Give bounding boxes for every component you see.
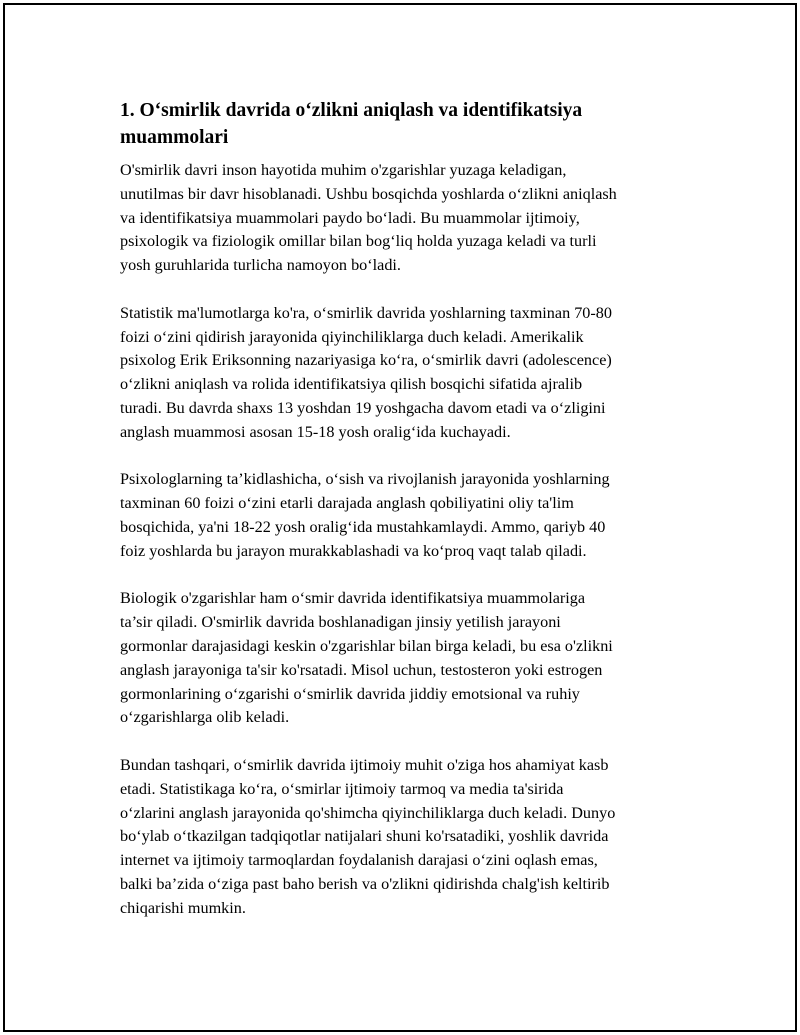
paragraph-1: O'smirlik davri inson hayotida muhim o'zgarishlar yuzaga keladigan, unutilmas bir davr hisoblanadi. Ushbu bosqichda yoshlarda o‘zlikni aniqlash va identifikatsiya muammolari paydo bo‘ladi. Bu muammolar ijtimoiy, psixologik va fiziologik omillar bilan bog‘liq holda yuzaga keladi va turli yosh guruhlarida turlicha namoyon bo‘ladi. (120, 161, 617, 275)
paragraph-4: Biologik o'zgarishlar ham o‘smir davrida identifikatsiya muammolariga ta’sir qiladi. O'smirlik davrida boshlanadigan jinsiy yetilish jarayoni gormonlar darajasidagi keskin o'zgarishlar bilan birga keladi, bu esa o'zlikni anglash jarayoniga ta'sir ko'rsatadi. Misol uchun, testosteron yoki estrogen gormonlarining o‘zgarishi o‘smirlik davrida jiddiy emotsional va ruhiy o‘zgarishlarga olib keladi. (120, 589, 613, 727)
paragraph-5: Bundan tashqari, o‘smirlik davrida ijtimoiy muhit o'ziga hos ahamiyat kasb etadi. Statistikaga ko‘ra, o‘smirlar ijtimoiy tarmoq va media ta'sirida o‘zlarini anglash jarayonida qo'shimcha qiyinchiliklarga duch keladi. Dunyo bo‘ylab o‘tkazilgan tadqiqotlar natijalari shuni ko'rsatadiki, yoshlik davrida internet va ijtimoiy tarmoqlardan foydalanish darajasi o‘zini oqlash emas, balki ba’zida o‘ziga past baho berish va o'zlikni qidirishda chalg'ish keltirib chiqarishi mumkin. (120, 755, 616, 917)
section-heading: 1. O‘smirlik davrida o‘zlikni aniqlash va identifikatsiya muammolari (120, 100, 583, 148)
page-frame (3, 3, 797, 1032)
paragraph-2: Statistik ma'lumotlarga ko'ra, o‘smirlik davrida yoshlarning taxminan 70-80 foizi o‘zini qidirish jarayonida qiyinchiliklarga duch keladi. Amerikalik psixolog Erik Eriksonning nazariyasiga ko‘ra, o‘smirlik davri (adolescence) o‘zlikni aniqlash va rolida identifikatsiya qilish bosqichi sifatida ajralib turadi. Bu davrda shaxs 13 yoshdan 19 yoshgacha davom etadi va o‘zligini anglash muammosi asosan 15-18 yosh oralig‘ida kuchayadi. (120, 303, 612, 441)
paragraph-3: Psixologlarning ta’kidlashicha, o‘sish va rivojlanish jarayonida yoshlarning taxminan 60 foizi o‘zini etarli darajada anglash qobiliyatini oliy ta'lim bosqichida, ya'ni 18-22 yosh oralig‘ida mustahkamlaydi. Ammo, qariyb 40 foiz yoshlarda bu jarayon murakkablashadi va ko‘proq vaqt talab qiladi. (120, 470, 610, 560)
document-body (120, 97, 695, 944)
